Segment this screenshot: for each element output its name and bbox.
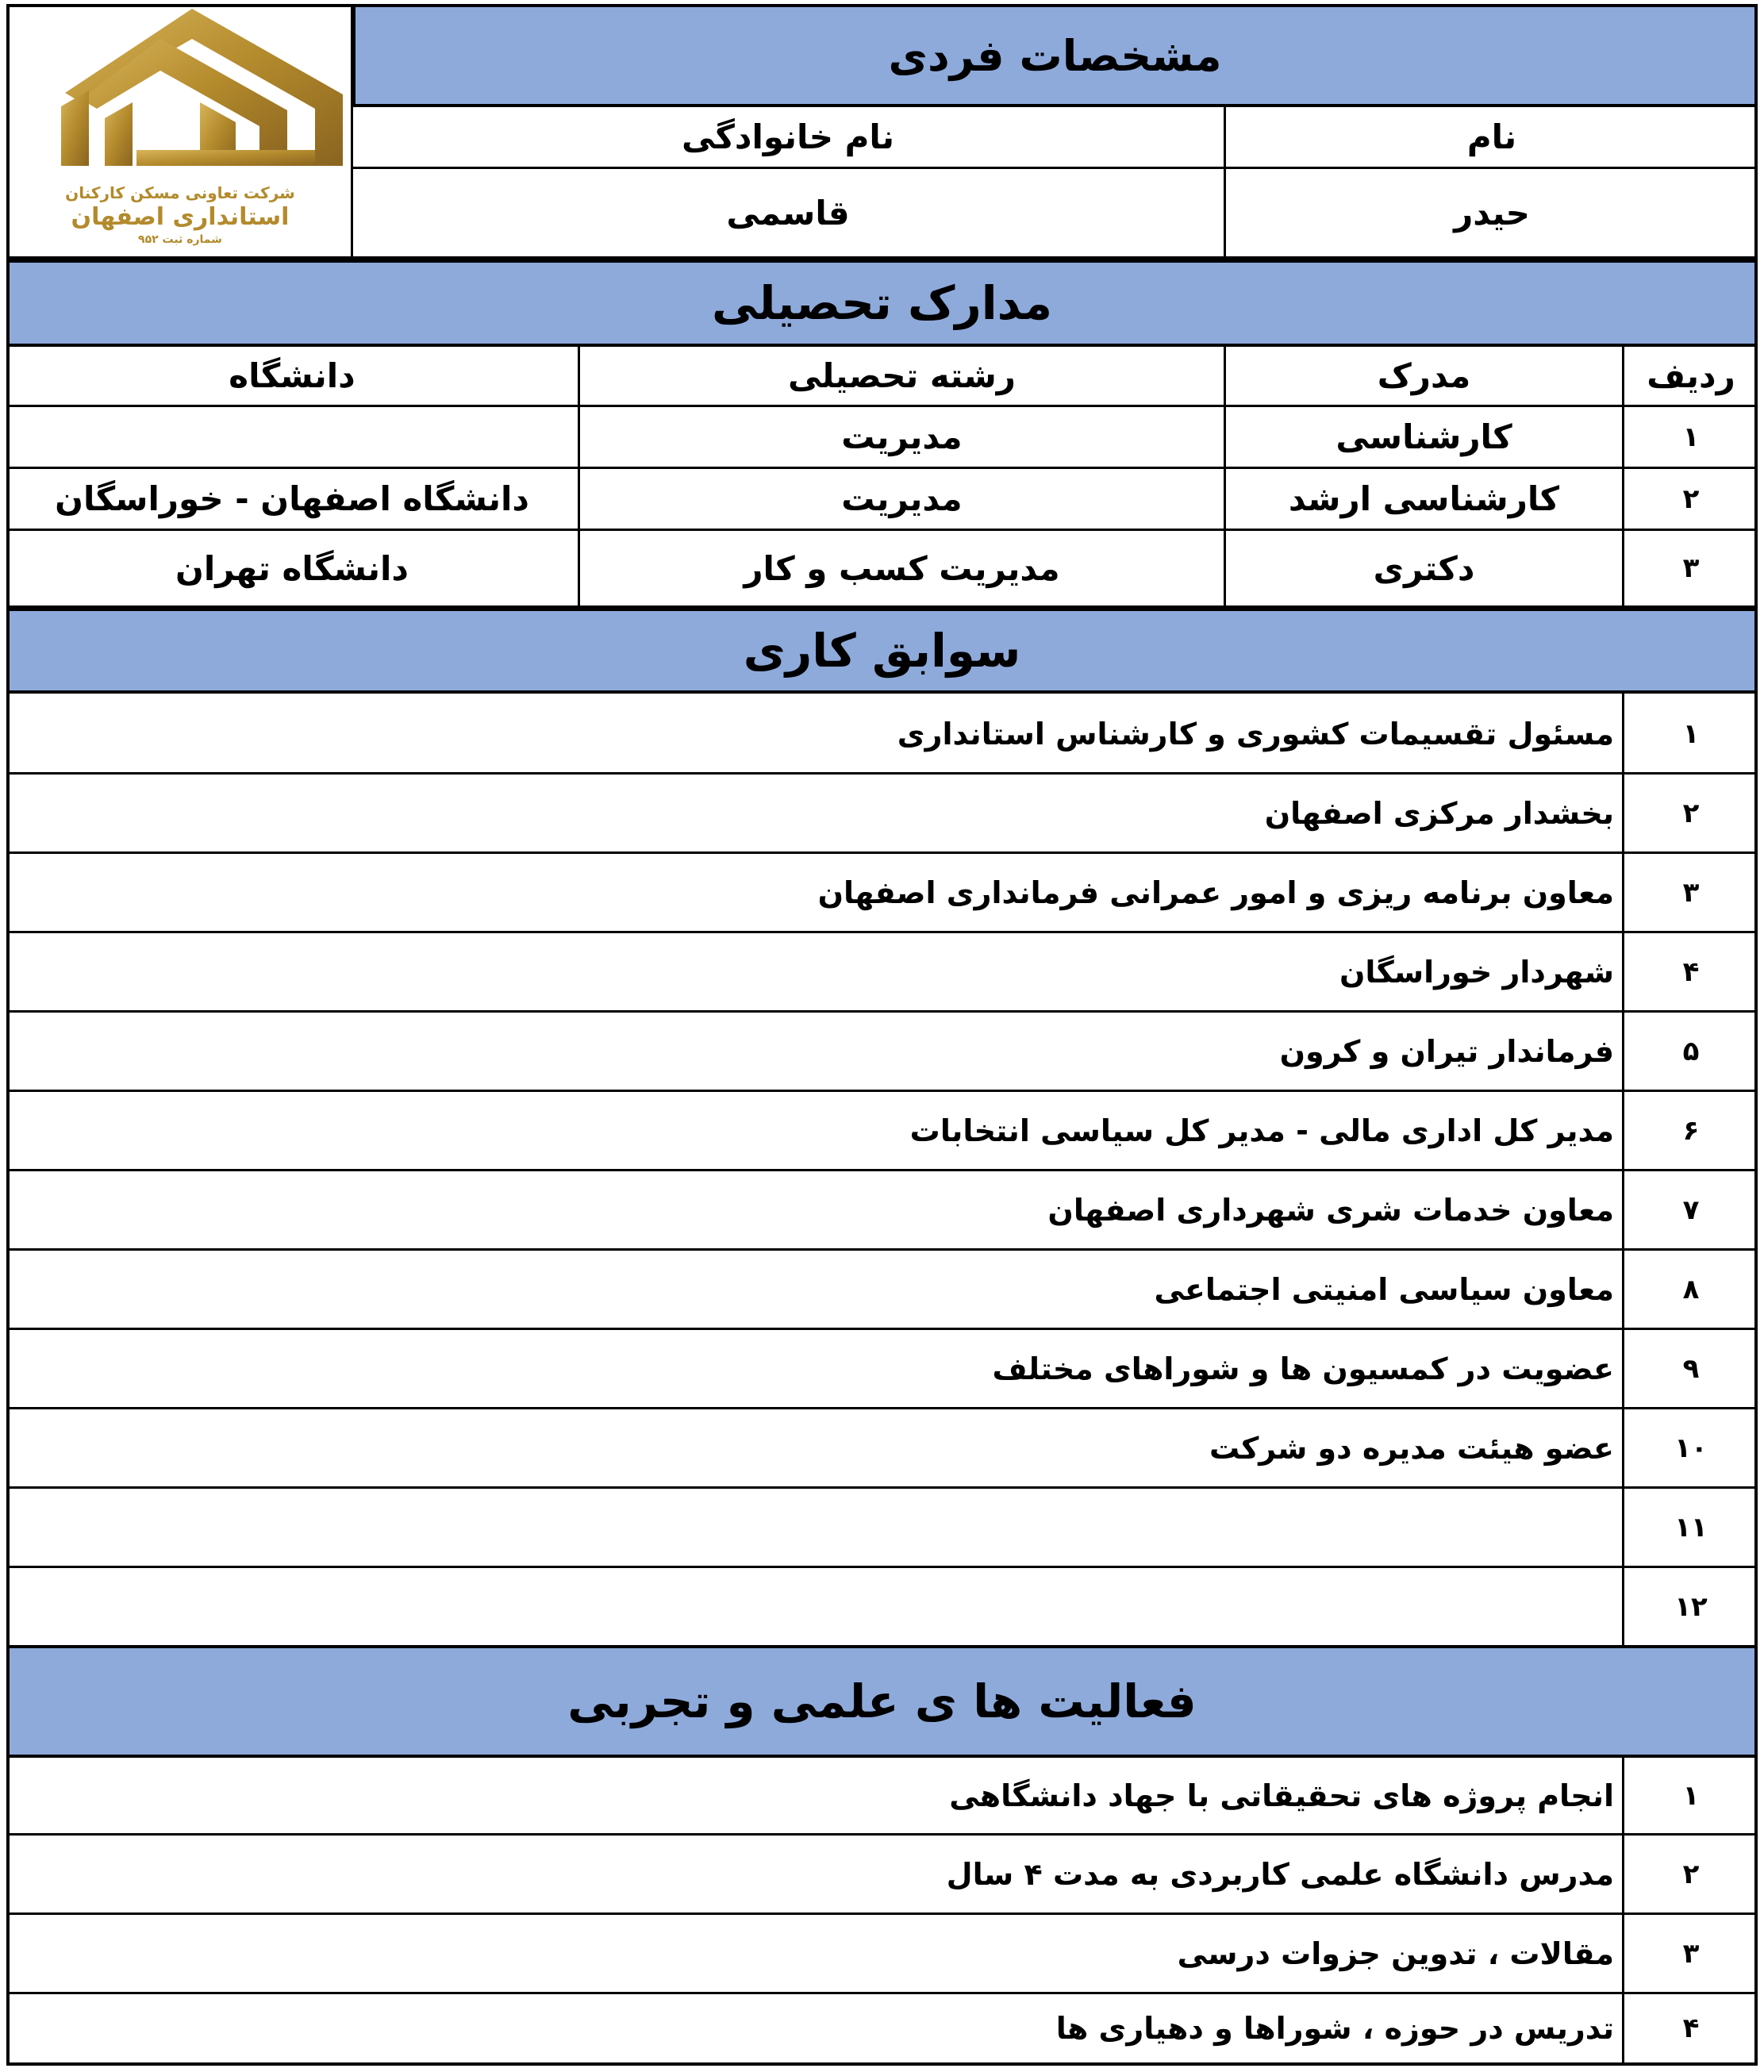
activity-row-num: ۱ xyxy=(1682,1779,1700,1812)
edu-row-num: ۳ xyxy=(1682,552,1700,584)
activity-row-num: ۳ xyxy=(1682,1937,1700,1970)
col-header-row: ردیف xyxy=(1647,356,1735,395)
last-name-value: قاسمی xyxy=(726,193,850,233)
work-row-num: ۴ xyxy=(1682,955,1700,988)
work-row-text: مسئول تقسیمات کشوری و کارشناس استانداری xyxy=(897,716,1614,752)
work-row-text xyxy=(6,1568,1614,1645)
col-header-degree: مدرک xyxy=(1377,356,1471,395)
edu-row-university xyxy=(6,407,578,467)
activities-header xyxy=(6,1645,1758,1758)
edu-row-field: مدیریت xyxy=(841,479,963,518)
work-row-num: ۳ xyxy=(1682,876,1700,909)
first-name-label: نام xyxy=(1466,117,1517,156)
work-row-text: عضو هیئت مدیره دو شرکت xyxy=(1209,1430,1614,1466)
logo xyxy=(10,7,351,257)
edu-row-university: دانشگاه تهران xyxy=(175,548,409,588)
work-history-title: سوابق کاری xyxy=(743,624,1021,678)
activities-title: فعالیت ها ی علمی و تجربی xyxy=(567,1674,1197,1728)
work-row-num: ۱۰ xyxy=(1674,1432,1708,1464)
work-row-num: ۱ xyxy=(1682,717,1700,750)
edu-row-degree: دکتری xyxy=(1373,548,1475,588)
personal-info-header xyxy=(352,4,1758,107)
first-name-value: حیدر xyxy=(1454,193,1530,233)
work-row-num: ۶ xyxy=(1682,1114,1700,1147)
education-header xyxy=(6,259,1758,347)
edu-row-degree: کارشناسی xyxy=(1335,417,1512,456)
col-header-field: رشته تحصیلی xyxy=(788,356,1016,395)
edu-row-num: ۱ xyxy=(1682,421,1700,453)
edu-row-num: ۲ xyxy=(1682,482,1700,515)
work-row-text xyxy=(6,1489,1614,1566)
work-row-text: معاون برنامه ریزی و امور عمرانی فرمانداری اصفهان xyxy=(817,875,1614,910)
work-row-text: بخشدار مرکزی اصفهان xyxy=(1264,795,1614,831)
work-row-num: ۵ xyxy=(1682,1035,1700,1067)
col-header-university: دانشگاه xyxy=(229,356,355,395)
work-row-text: فرماندار تیران و کرون xyxy=(1279,1033,1614,1069)
activity-row-text: انجام پروژه های تحقیقاتی با جهاد دانشگاهی xyxy=(949,1778,1614,1813)
personal-info-title: مشخصات فردی xyxy=(888,30,1222,81)
activity-row-text: تدریس در حوزه ، شوراها و دهیاری ها xyxy=(1055,2011,1614,2046)
work-row-num: ۱۲ xyxy=(1674,1590,1708,1623)
edu-row-field: مدیریت xyxy=(841,417,963,456)
work-row-text: مدیر کل اداری مالی - مدیر کل سیاسی انتخابات xyxy=(909,1113,1614,1148)
work-row-text: عضویت در کمسیون ها و شوراهای مختلف xyxy=(992,1351,1614,1386)
edu-row-university: دانشگاه اصفهان - خوراسگان xyxy=(55,479,529,518)
work-row-text: معاون سیاسی امنیتی اجتماعی xyxy=(1154,1271,1614,1307)
logo-org-line: استانداری اصفهان xyxy=(71,203,290,231)
edu-row-degree: کارشناسی ارشد xyxy=(1288,479,1560,518)
work-row-num: ۷ xyxy=(1682,1194,1700,1226)
work-row-num: ۱۱ xyxy=(1674,1511,1708,1543)
work-history-header xyxy=(6,608,1758,694)
activity-row-num: ۴ xyxy=(1682,2012,1700,2044)
work-row-num: ۲ xyxy=(1682,797,1700,829)
education-title: مدارک تحصیلی xyxy=(711,276,1053,330)
edu-row-field: مدیریت کسب و کار xyxy=(744,548,1060,588)
logo-company-line: شرکت تعاونی مسکن کارکنان xyxy=(65,183,295,202)
logo-registration: شماره ثبت ۹۵۲ xyxy=(138,233,222,246)
activity-row-num: ۲ xyxy=(1682,1858,1700,1890)
last-name-label: نام خانوادگی xyxy=(682,117,894,156)
work-row-num: ۸ xyxy=(1682,1273,1700,1305)
work-row-text: شهردار خوراسگان xyxy=(1339,954,1614,990)
work-row-text: معاون خدمات شری شهرداری اصفهان xyxy=(1047,1192,1614,1228)
activity-row-text: مقالات ، تدوین جزوات درسی xyxy=(1177,1936,1614,1971)
house-logo-icon xyxy=(10,7,351,190)
work-row-num: ۹ xyxy=(1682,1352,1700,1385)
activity-row-text: مدرس دانشگاه علمی کاربردی به مدت ۴ سال xyxy=(946,1856,1614,1892)
